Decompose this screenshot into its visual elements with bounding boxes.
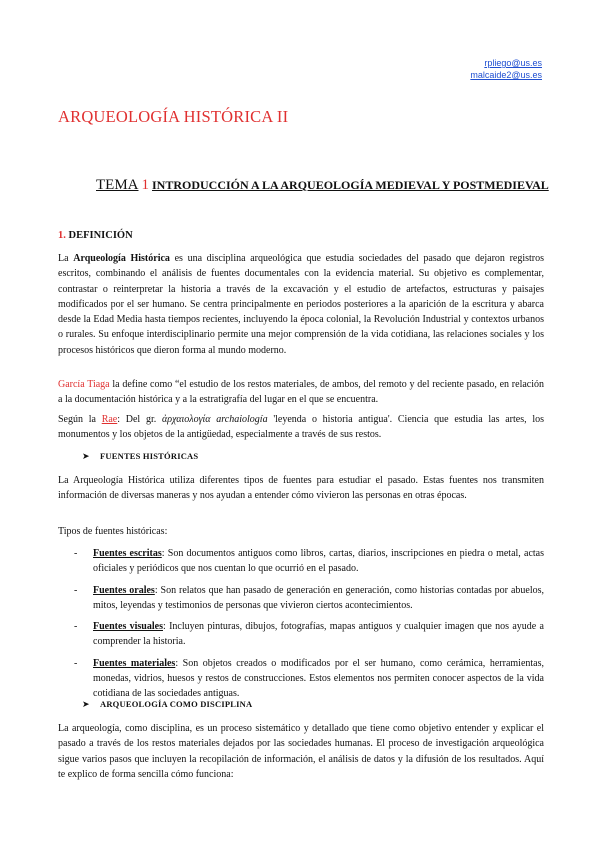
disciplina-heading: ARQUEOLOGÍA COMO DISCIPLINA bbox=[100, 699, 253, 709]
contact-emails bbox=[470, 57, 542, 81]
fuentes-list bbox=[70, 546, 544, 708]
greek-term: ἀρχαιολογία archaiología bbox=[161, 414, 268, 425]
list-text: : Son documentos antiguos como libros, cartas, diarios, inscripciones en piedra o metal, actas oficiales y periódicos que nos cuentan lo que ocurrió en el pasado. bbox=[93, 548, 545, 575]
arrow-icon: ➤ bbox=[82, 699, 90, 709]
p3-b: 'leyenda o historia antigua'. Ciencia que estudia las artes, los monumentos y los objetos de la antigüedad, especialmente a través de sus restos. bbox=[58, 414, 545, 441]
rae-link[interactable]: Rae bbox=[101, 414, 118, 425]
list-dash: - bbox=[74, 584, 78, 596]
paragraph-fuentes-intro: La Arqueología Histórica utiliza diferentes tipos de fuentes para estudiar el pasado. Estas fuentes nos transmiten información de diversas maneras y nos ayudan a entender cómo vivieron las personas en otras épocas. bbox=[58, 475, 544, 502]
list-item bbox=[70, 546, 544, 577]
document-title: ARQUEOLOGÍA HISTÓRICA II bbox=[58, 107, 289, 126]
list-term: Fuentes escritas bbox=[93, 548, 162, 559]
p1-intro: La bbox=[58, 253, 74, 264]
email-link-1[interactable]: rpliego@us.es bbox=[484, 58, 542, 68]
subheading-disciplina bbox=[82, 699, 252, 710]
fuentes-heading: FUENTES HISTÓRICAS bbox=[100, 451, 199, 461]
list-item bbox=[70, 619, 544, 650]
list-text: : Son relatos que han pasado de generación en generación, como historias contadas por abuelos, mitos, leyendas y testimonios de personas que vivieron ciertos acontecimientos. bbox=[93, 584, 544, 611]
email-link-2[interactable]: malcaide2@us.es bbox=[470, 70, 542, 80]
paragraph-garcia-tiaga bbox=[58, 377, 544, 408]
p1-term: Arqueología Histórica bbox=[73, 253, 170, 264]
list-term: Fuentes visuales bbox=[93, 621, 163, 633]
list-text: : Incluyen pinturas, dibujos, fotografías, mapas antiguos y cualquier imagen que nos ayude a comprender la historia. bbox=[93, 621, 544, 648]
p1-rest: es una disciplina arqueológica que estudia sociedades del pasado que dejaron registros escritos, combinando el análisis de fuentes documentales con la evidencia material. Su objetivo es complementar, contrastar o reinterpretar la historia a través de la excavación y el estudio de artefactos, estructuras y paisajes modificados por el ser humano. Se centra principalmente en periodos posteriores a la aparición de la escritura y abarca desde la Edad Media hasta tiempos recientes, incluyendo la época colonial, la Revolución Industrial y contextos urbanos o rurales. Su enfoque interdisciplinario permite una mejor comprensión de la vida cotidiana, las relaciones sociales y los procesos históricos que dieron forma al mundo moderno. bbox=[58, 253, 545, 356]
tema-number: 1 bbox=[141, 177, 149, 193]
list-item bbox=[70, 583, 544, 614]
section-number: 1. bbox=[58, 230, 66, 241]
list-item bbox=[70, 656, 544, 702]
p3-intro: Según la bbox=[58, 414, 102, 425]
p3-a: : Del gr. bbox=[117, 414, 162, 425]
tema-title: INTRODUCCIÓN A LA ARQUEOLOGÍA MEDIEVAL Y POSTMEDIEVAL bbox=[152, 178, 549, 192]
list-dash: - bbox=[74, 621, 78, 633]
paragraph-definition bbox=[58, 251, 544, 358]
paragraph-rae bbox=[58, 412, 544, 443]
list-text: : Son objetos creados o modificados por el ser humano, como cerámica, herramientas, monedas, vidrios, huesos y restos de construcciones. Estos elementos nos permiten conocer aspectos de la vida cotidiana de las sociedades antiguas. bbox=[93, 657, 544, 700]
section-title: DEFINICIÓN bbox=[68, 230, 133, 241]
section-heading-definicion bbox=[58, 230, 133, 241]
list-dash: - bbox=[74, 548, 78, 559]
tema-heading bbox=[96, 177, 549, 194]
paragraph-disciplina: La arqueología, como disciplina, es un proceso sistemático y detallado que tiene como objetivo entender y explicar el pasado a través de los restos materiales dejados por las sociedades humanas. El proceso de investigación arqueológica sigue varios pasos que incluyen la recopilación de información, el análisis de datos y la difusión de los resultados. Aquí te explico de forma sencilla cómo funciona: bbox=[58, 723, 544, 780]
list-term: Fuentes materiales bbox=[93, 657, 176, 669]
subheading-fuentes bbox=[82, 451, 198, 462]
arrow-icon: ➤ bbox=[82, 451, 90, 461]
list-dash: - bbox=[74, 657, 78, 669]
p2-rest: la define como “el estudio de los restos materiales, de ambos, del remoto y del reciente pasado, en relación a la documentación histórica y a la estratigrafía del lugar en el que se encuentra. bbox=[58, 379, 544, 406]
list-term: Fuentes orales bbox=[93, 584, 155, 596]
author-name: García Tiaga bbox=[58, 379, 110, 390]
tema-word: TEMA bbox=[96, 177, 139, 193]
types-label: Tipos de fuentes históricas: bbox=[58, 526, 168, 537]
